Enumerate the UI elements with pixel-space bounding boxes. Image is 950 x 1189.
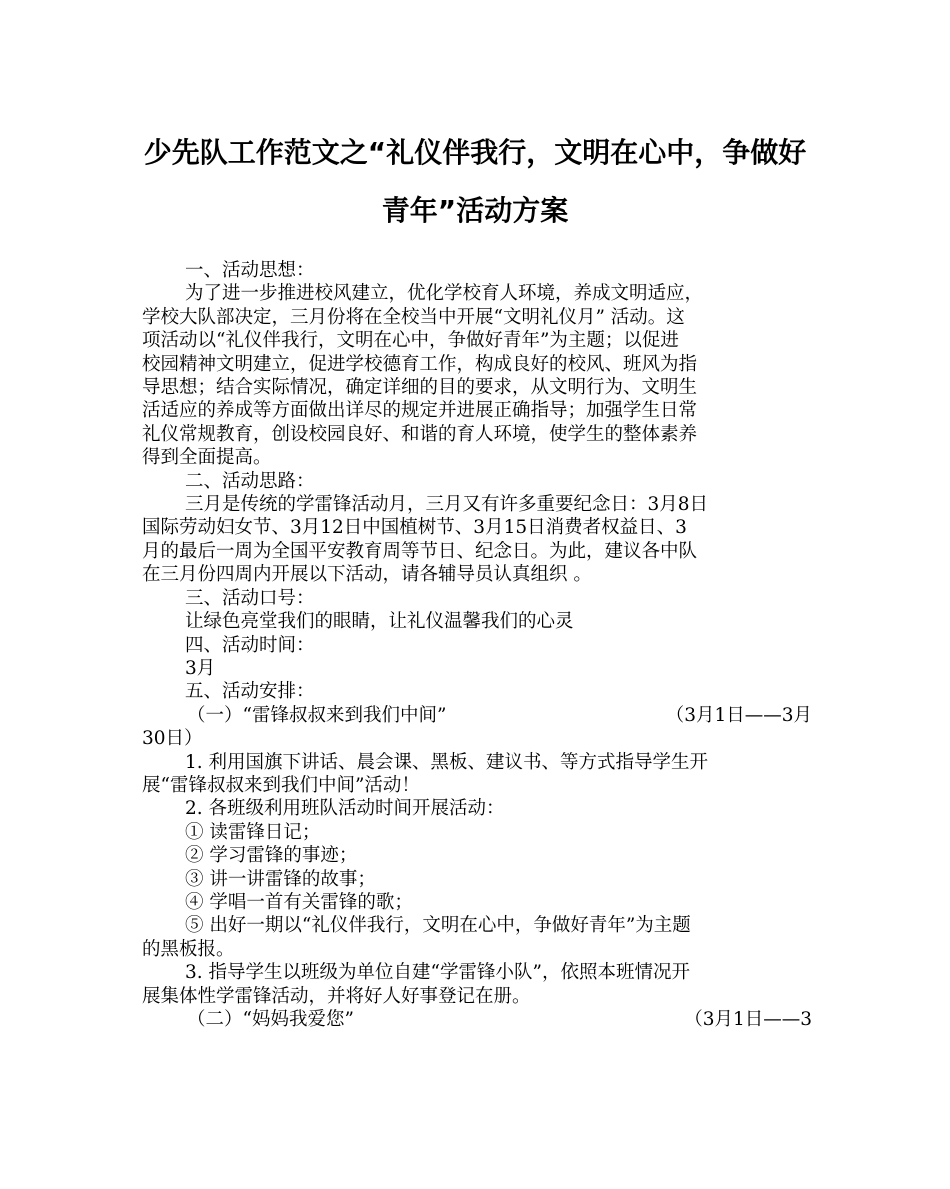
section-1-date-cont: 30日） [142,728,203,750]
section-1-date: （3月1日——3月 [665,704,812,726]
paragraph-line: 三月是传统的学雷锋活动月，三月又有许多重要纪念日：3月8日 [185,494,709,516]
heading-activity-approach: 二、活动思路： [185,470,315,492]
paragraph-line: 礼仪常规教育，创设校园良好、和谐的育人环境，使学生的整体素养 [142,423,698,445]
paragraph-line: 导思想；结合实际情况，确定详细的目的要求，从文明行为、文明生 [142,377,698,399]
section-1-heading [142,704,812,727]
list-item: 展“雷锋叔叔来到我们中间”活动！ [142,774,420,796]
list-item: ⑤ 出好一期以“礼仪伴我行，文明在心中，争做好青年”为主题 [185,915,691,937]
document-title [120,124,830,240]
paragraph-line: 为了进一步推进校风建立，优化学校育人环境，养成文明适应， [185,283,704,305]
heading-activity-slogan: 三、活动口号： [185,587,315,609]
list-item: 展集体性学雷锋活动，并将好人好事登记在册。 [142,985,531,1007]
paragraph-line: 校园精神文明建立，促进学校德育工作，构成良好的校风、班风为指 [142,353,698,375]
section-1-title: （一）“雷锋叔叔来到我们中间” [187,704,447,726]
list-item: 2. 各班级利用班队活动时间开展活动： [185,798,505,820]
list-item: 1. 利用国旗下讲话、晨会课、黑板、建议书、等方式指导学生开 [185,751,709,773]
paragraph-line: 得到全面提高。 [142,447,272,469]
paragraph-line: 在三月份四周内开展以下活动，请各辅导员认真组织 。 [142,564,592,586]
list-item: ④ 学唱一首有关雷锋的歌； [185,891,413,913]
section-2-heading [142,1008,812,1031]
title-line-2: 青年”活动方案 [381,194,569,227]
list-item: ② 学习雷锋的事迹； [185,845,358,867]
paragraph-line: 项活动以“礼仪伴我行，文明在心中，争做好青年”为主题；以促进 [142,330,679,352]
heading-activity-arrangement: 五、活动安排： [185,681,315,703]
paragraph-line: 月的最后一周为全国平安教育周等节日、纪念日。为此，建议各中队 [142,540,698,562]
list-item: ③ 讲一讲雷锋的故事； [185,868,376,890]
heading-activity-idea: 一、活动思想： [185,260,315,281]
list-item: 3. 指导学生以班级为单位自建“学雷锋小队”，依照本班情况开 [185,962,690,984]
paragraph-line: 活适应的养成等方面做出详尽的规定并进展正确指导；加强学生日常 [142,400,698,422]
list-item: ① 读雷锋日记； [185,821,321,843]
activity-time-value: 3月 [185,657,216,679]
title-line-1: 少先队工作范文之“礼仪伴我行，文明在心中，争做好 [143,136,807,169]
list-item: 的黑板报。 [142,938,235,960]
section-2-date: （3月1日——3 [684,1009,812,1030]
paragraph-line: 国际劳动妇女节、3月12日中国植树节、3月15日消费者权益日、3 [142,517,687,539]
heading-activity-time: 四、活动时间： [185,634,315,656]
document-body [142,259,812,1031]
section-2-title: （二）“妈妈我爱您” [187,1009,354,1030]
paragraph-line: 学校大队部决定，三月份将在全校当中开展“文明礼仪月” 活动。这 [142,306,685,328]
slogan-text: 让绿色亮堂我们的眼睛，让礼仪温馨我们的心灵 [185,611,574,633]
